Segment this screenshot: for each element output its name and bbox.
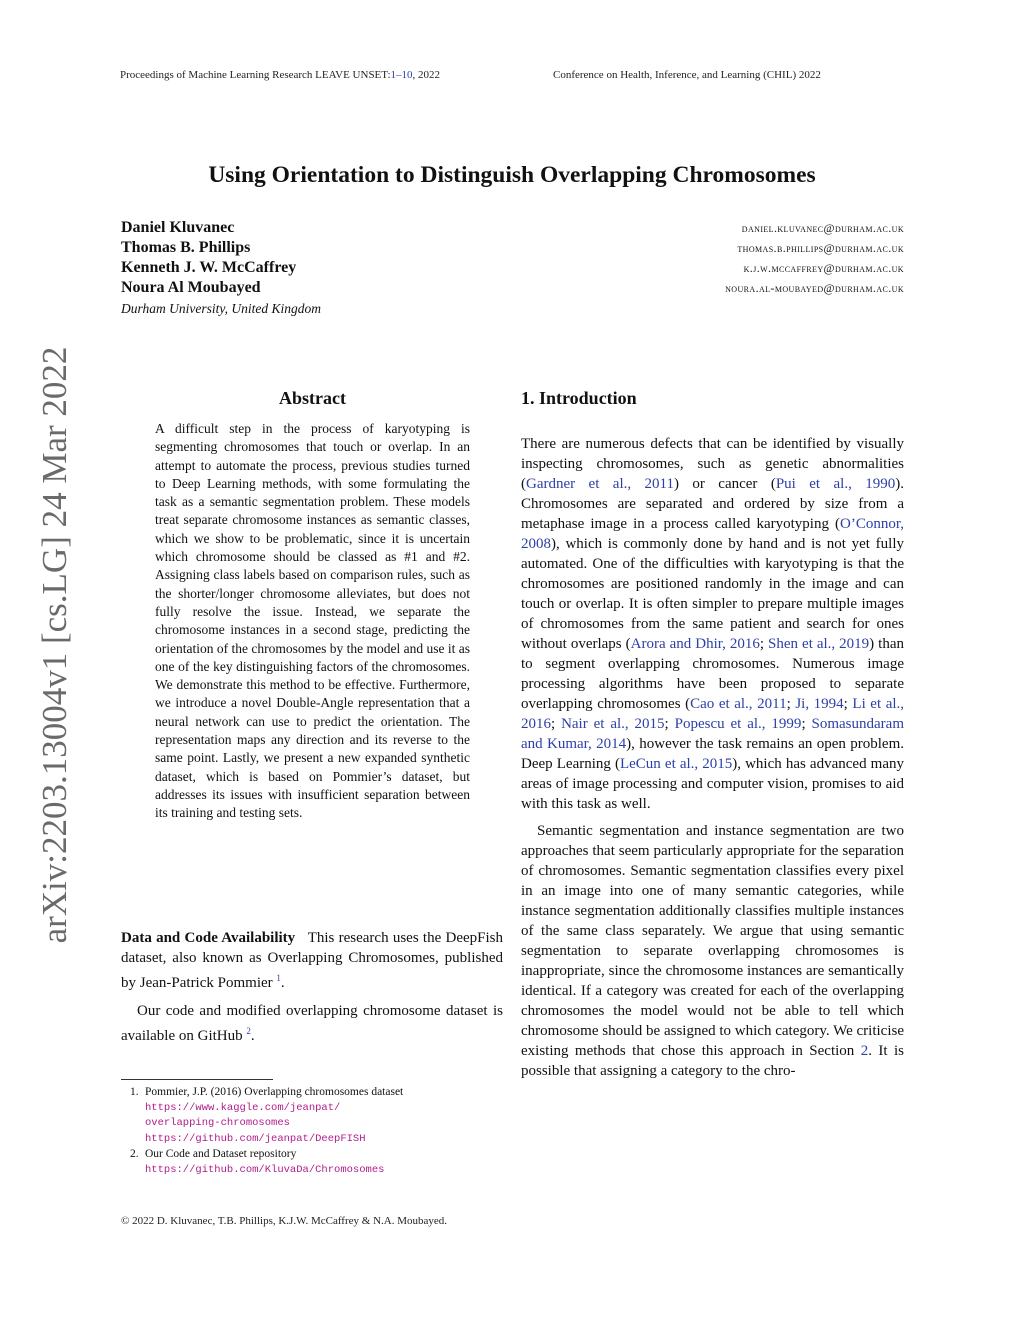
affiliation: Durham University, United Kingdom bbox=[121, 301, 321, 316]
intro-paragraph-1 bbox=[521, 434, 904, 814]
data-code-heading: Data and Code Availability bbox=[121, 930, 296, 946]
author-row bbox=[121, 259, 904, 279]
author-block bbox=[121, 219, 904, 317]
citation-link[interactable]: Popescu et al., 1999 bbox=[674, 716, 802, 732]
citation-link[interactable]: Nair et al., 2015 bbox=[561, 716, 665, 732]
data-code-p2: Our code and modified overlapping chromosome dataset is available on GitHub bbox=[121, 1003, 503, 1044]
author-name: Noura Al Moubayed bbox=[121, 279, 261, 296]
footnote: 1. Pommier, J.P. (2016) Overlapping chromosomes dataset https://www.kaggle.com/jeanpat/ overlapping-chromosomes https://github.com/jeanpat/DeepFISH bbox=[121, 1085, 501, 1147]
footnote-link[interactable]: https://github.com/KluvaDa/Chromosomes bbox=[145, 1163, 385, 1176]
author-name: Kenneth J. W. McCaffrey bbox=[121, 259, 297, 276]
citation-link[interactable]: Somasundaram and Kumar, 2014 bbox=[521, 716, 904, 752]
author-name: Daniel Kluvanec bbox=[121, 219, 235, 236]
author-row bbox=[121, 239, 904, 259]
citation-link[interactable]: Cao et al., 2011 bbox=[690, 696, 787, 712]
abstract-heading: Abstract bbox=[279, 388, 346, 408]
footnote: 2. Our Code and Dataset repository https://github.com/KluvaDa/Chromosomes bbox=[121, 1147, 501, 1178]
paragraph-text: . It is possible that assigning a category to the chro- bbox=[521, 1043, 904, 1079]
paragraph-text: Semantic segmentation and instance segmentation are two approaches that seem particularly appropriate for the separation of chromosomes. Semantic segmentation classifies every pixel in an image into one of many semantic categories, while instance segmentation additionally classifies multiple instances of the same class separately. We argue that using semantic segmentation to separate overlapping chromosomes is inappropriate, since the chromosome instances are semantically identical. If a category was created for each of the overlapping chromosomes the model would not be able to tell which chromosome should be assigned to which category. We criticise existing methods that chose this approach in Section bbox=[521, 823, 904, 1059]
author-email[interactable]: noura.al-moubayed@durham.ac.uk bbox=[725, 281, 904, 295]
abstract-text: A difficult step in the process of karyotyping is segmenting chromosomes that touch or overlap. In an attempt to automate the process, previous studies turned to Deep Learning methods, with some formulating the task as a semantic segmentation problem. These models treat separate chromosome instances as semantic classes, which we show to be problematic, since it is uncertain which chromosome should be classed as #1 and #2. Assigning class labels based on comparison rules, such as the shorter/longer chromosome alleviates, but does not fully resolve the issue. Instead, we separate the chromosome instances in a second stage, predicting the orientation of the chromosomes by the model and use it as one of the key distinguishing factors of the chromosomes. We demonstrate this method to be effective. Furthermore, we introduce a novel Double-Angle representation that a neural network can use to predict the orientation. The representation maps any direction and its reverse to the same point. Lastly, we present a new expanded synthetic dataset, which is based on Pommier’s dataset, but addresses its issues with insufficient separation between its training and testing sets. bbox=[155, 421, 470, 821]
footnote-link[interactable]: overlapping-chromosomes bbox=[145, 1117, 290, 1129]
paper-title: Using Orientation to Distinguish Overlapping Chromosomes bbox=[208, 162, 816, 188]
paragraph-text: ), which has advanced many areas of image processing and computer vision, promises to aid with this task as well. bbox=[521, 756, 904, 812]
section-heading-introduction: 1. Introduction bbox=[521, 388, 637, 408]
citation-link[interactable]: Arora and Dhir, 2016 bbox=[630, 636, 760, 652]
paragraph-text: ), however the task remains an open problem. Deep Learning ( bbox=[521, 736, 904, 772]
paragraph-text: ; bbox=[759, 636, 769, 652]
data-code-p1: This research uses the DeepFish dataset, also known as Overlapping Chromosomes, published by Jean-Patrick Pommier bbox=[121, 930, 503, 991]
author-email[interactable]: k.j.w.mccaffrey@durham.ac.uk bbox=[743, 261, 904, 275]
paragraph-text: ) than to segment overlapping chromosomes. Numerous image processing algorithms have been proposed to separate overlapping chromosomes ( bbox=[521, 636, 904, 712]
paragraph-text: ), which is commonly done by hand and is not yet fully automated. One of the difficulties with karyotyping is that the chromosomes are positioned randomly in the image and can touch or overlap. It is often simpler to prepare multiple images of chromosomes from the same patient and search for ones without overlaps ( bbox=[521, 536, 904, 652]
intro-paragraph-2 bbox=[521, 821, 904, 1081]
citation-link[interactable]: Gardner et al., 2011 bbox=[526, 476, 674, 492]
author-email[interactable]: thomas.b.phillips@durham.ac.uk bbox=[737, 241, 904, 255]
copyright-notice: © 2022 D. Kluvanec, T.B. Phillips, K.J.W. McCaffrey & N.A. Moubayed. bbox=[121, 1215, 448, 1227]
paragraph-text: ) or cancer ( bbox=[673, 476, 776, 492]
citation-link[interactable]: Pui et al., 1990 bbox=[775, 476, 896, 492]
paragraph-text: ; bbox=[801, 716, 812, 732]
header-right: Conference on Health, Inference, and Learning (CHIL) 2022 bbox=[553, 69, 821, 81]
citation-link[interactable]: 2 bbox=[860, 1043, 869, 1059]
footnote-ref-1[interactable]: 1 bbox=[276, 973, 281, 983]
header-left: Proceedings of Machine Learning Research LEAVE UNSET:1–10, 2022 bbox=[120, 69, 441, 81]
paragraph-text: ; bbox=[786, 696, 796, 712]
citation-link[interactable]: Li et al., 2016 bbox=[521, 696, 905, 732]
footnote-link[interactable]: https://www.kaggle.com/jeanpat/ bbox=[145, 1101, 341, 1114]
header-pages-link[interactable]: 1–10 bbox=[390, 69, 413, 81]
author-row bbox=[121, 219, 904, 239]
footnote-link[interactable]: https://github.com/jeanpat/DeepFISH bbox=[145, 1132, 366, 1145]
paragraph-text: ; bbox=[843, 696, 853, 712]
paragraph-text: ). Chromosomes are separated and ordered by size from a metaphase image in a process called karyotyping ( bbox=[521, 476, 904, 532]
footnote-divider bbox=[121, 1079, 273, 1080]
citation-link[interactable]: O’Connor, 2008 bbox=[521, 516, 904, 552]
author-row bbox=[121, 279, 904, 299]
data-code-availability: Data and Code Availability This research uses the DeepFish dataset, also known as Overlapping Chromosomes, published by Jean-Patrick Pommier $^1$. Our code and modified overlapping chromosome dataset is available on GitHub $^2$. bbox=[121, 930, 503, 1044]
paragraph-text: There are numerous defects that can be identified by visually inspecting chromosomes, such as genetic abnormalities ( bbox=[521, 436, 904, 492]
author-email[interactable]: daniel.kluvanec@durham.ac.uk bbox=[741, 221, 904, 235]
author-name: Thomas B. Phillips bbox=[121, 239, 251, 256]
arxiv-stamp[interactable]: arXiv:2203.13004v1 [cs.LG] 24 Mar 2022 bbox=[35, 346, 74, 944]
running-header bbox=[120, 69, 821, 81]
citation-link[interactable]: Shen et al., 2019 bbox=[768, 636, 870, 652]
footnote-ref-2[interactable]: 2 bbox=[246, 1026, 251, 1036]
citation-link[interactable]: LeCun et al., 2015 bbox=[619, 756, 733, 772]
footnotes bbox=[121, 1085, 501, 1178]
paragraph-text: ; bbox=[551, 716, 562, 732]
paragraph-text: ; bbox=[664, 716, 675, 732]
introduction-body bbox=[521, 434, 904, 1088]
citation-link[interactable]: Ji, 1994 bbox=[795, 696, 844, 712]
